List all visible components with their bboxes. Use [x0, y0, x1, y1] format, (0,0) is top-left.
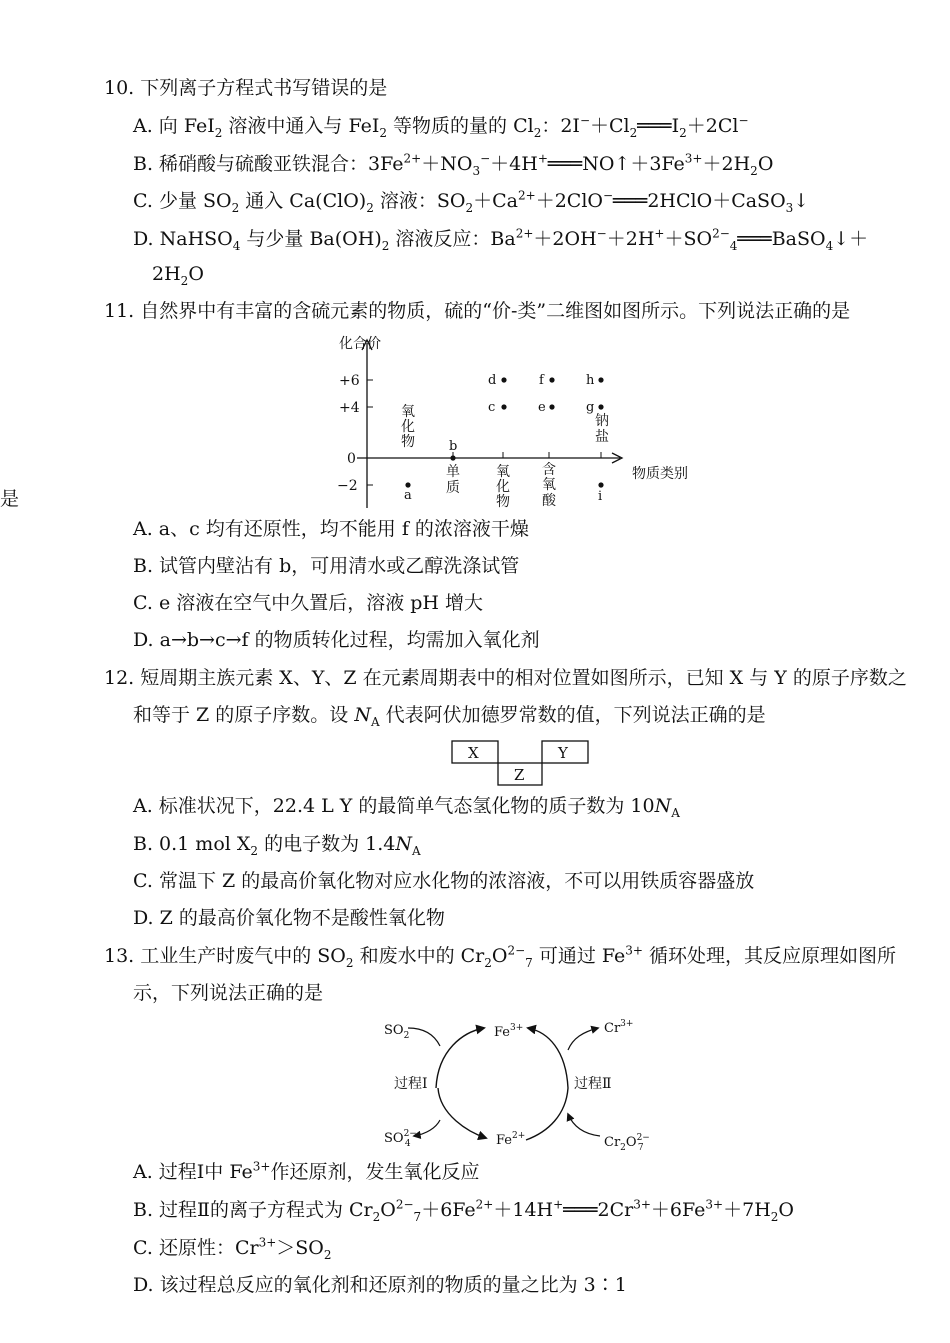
process1-upper-arc: [436, 1028, 484, 1088]
svg-text:钠: 钠: [595, 413, 609, 429]
svg-text:酸: 酸: [542, 493, 556, 509]
point-e: [538, 400, 555, 415]
q13-option-a[interactable]: A. 过程Ⅰ中 $Fe^{3+}$作还原剂，发生氧化反应: [133, 1159, 480, 1183]
q12-option-c[interactable]: C. 常温下 Z 的最高价氧化物对应水化物的浓溶液，不可以用铁质容器盛放: [133, 870, 755, 892]
svg-text:i: i: [598, 489, 603, 504]
svg-text:b: b: [449, 439, 458, 454]
q11-option-c[interactable]: C. e 溶液在空气中久置后，溶液 pH 增大: [133, 592, 484, 614]
q12-option-b[interactable]: B. 0.1 mol $X_2$ 的电子数为 $1.4N_A$: [133, 833, 421, 858]
label-process2: 过程Ⅱ: [574, 1076, 612, 1092]
fe-cycle-diagram: [378, 1010, 668, 1160]
q10-option-b[interactable]: B. 稀硝酸与硫酸亚铁混合：$3Fe^{2+}+NO_3^-+4H^+═══NO↑+3Fe^{3+}+2H_2O$: [133, 151, 774, 178]
q12-option-a[interactable]: A. 标准状况下，22.4 L Y 的最简单气态氢化物的质子数为 $10N_A$: [133, 795, 680, 820]
q13-stem-line1: 13. 工业生产时废气中的 $SO_2$ 和废水中的 $Cr_2O^{2-}_7$ 可通过 $Fe^{3+}$ 循环处理，其反应原理如图所: [104, 943, 897, 970]
point-i: [598, 482, 604, 504]
q11-stem: 11. 自然界中有丰富的含硫元素的物质，硫的“价-类”二维图如图所示。下列说法正确的是: [104, 300, 851, 322]
svg-text:物: 物: [401, 434, 415, 450]
q10-option-d[interactable]: D. NaHSO$_4$ 与少量 $Ba(OH)_2$ 溶液反应：$Ba^{2+}+2OH^-+2H^++SO^{2-}_4═══BaSO_4↓+$: [133, 226, 869, 253]
point-f: [539, 373, 555, 388]
q13-option-d[interactable]: D. 该过程总反应的氧化剂和还原剂的物质的量之比为 3∶1: [133, 1274, 627, 1296]
point-d: [488, 373, 507, 388]
label-so4: $SO^{2-}$ 4: [384, 1129, 417, 1149]
svg-text:c: c: [488, 400, 496, 415]
q10-option-a[interactable]: A. 向 FeI$_2$ 溶液中通入与 FeI$_2$ 等物质的量的 $Cl_2$：$2I^-+Cl_2═══I_2+2Cl^-$: [133, 113, 749, 140]
svg-text:f: f: [539, 373, 544, 388]
q11-option-d[interactable]: D. a→b→c→f 的物质转化过程，均需加入氧化剂: [133, 629, 540, 651]
q13-stem-line2: 示，下列说法正确的是: [133, 982, 324, 1004]
svg-text:盐: 盐: [595, 429, 609, 445]
q12-option-d[interactable]: D. Z 的最高价氧化物不是酸性氧化物: [133, 907, 445, 929]
x-axis-label: 物质类别: [632, 466, 688, 482]
label-fe3: $Fe^{3+}$: [494, 1023, 524, 1040]
svg-text:氧: 氧: [496, 464, 510, 480]
process2-lower-arc: [526, 1088, 568, 1140]
q13-option-b[interactable]: B. 过程Ⅱ的离子方程式为 $Cr_2O^{2-}_7+6Fe^{2+}+14H^+═══2Cr^{3+}+6Fe^{3+}+7H_2O$: [133, 1197, 794, 1224]
svg-text:e: e: [538, 400, 546, 415]
q11-option-a[interactable]: A. a、c 均有还原性，均不能用 f 的浓溶液干燥: [133, 518, 529, 540]
cell-y: Y: [558, 744, 568, 762]
label-so2: $SO_2$: [384, 1023, 410, 1041]
y-tick-plus6: +6: [339, 373, 360, 389]
cut-off-edge-char: 是: [0, 488, 20, 510]
q10-stem: 10. 下列离子方程式书写错误的是: [104, 77, 388, 99]
point-c: [488, 400, 507, 415]
q12-stem-line1: 12. 短周期主族元素 X、Y、Z 在元素周期表中的相对位置如图所示，已知 X 与 Y 的原子序数之: [104, 667, 907, 689]
point-a: [404, 482, 412, 503]
category-oxide-hydride: [401, 404, 415, 450]
svg-text:a: a: [404, 488, 412, 503]
svg-text:氧: 氧: [401, 404, 415, 420]
category-oxide: [496, 464, 510, 510]
label-fe2: $Fe^{2+}$: [496, 1131, 526, 1148]
svg-text:含: 含: [542, 462, 556, 478]
cr2o7-arrow: [568, 1114, 600, 1136]
svg-text:单: 单: [446, 464, 460, 480]
svg-text:d: d: [488, 373, 497, 388]
svg-text:质: 质: [446, 480, 460, 496]
q13-option-c[interactable]: C. 还原性：$Cr^{3+}>SO_2$: [133, 1235, 332, 1262]
label-cr2o7: $Cr_2O^{2-}$ 7: [604, 1133, 650, 1153]
svg-text:化: 化: [401, 419, 415, 435]
category-oxyacid: [542, 462, 557, 509]
q10-option-c[interactable]: C. 少量 $SO_2$ 通入 $Ca(ClO)_2$ 溶液：$SO_2+Ca^{2+}+2ClO^-═══2HClO+CaSO_3↓$: [133, 188, 810, 215]
y-tick-plus4: +4: [339, 400, 360, 416]
y-tick-zero: 0: [347, 451, 356, 467]
process1-lower-arc: [438, 1088, 486, 1138]
so4-arrow: [414, 1120, 440, 1136]
label-cr3: $Cr^{3+}$: [604, 1019, 634, 1036]
q12-stem-line2: 和等于 Z 的原子序数。设 $N_A$ 代表阿伏加德罗常数的值，下列说法正确的是: [133, 704, 766, 729]
process2-upper-arc: [528, 1028, 568, 1088]
category-sodium-salt: [595, 412, 609, 445]
cell-z: Z: [514, 766, 525, 784]
y-axis-label: 化合价: [339, 336, 381, 352]
valence-class-chart: [325, 328, 705, 516]
svg-text:g: g: [586, 400, 595, 415]
svg-text:氧: 氧: [542, 477, 556, 493]
cell-x: X: [468, 744, 479, 762]
cr3-arrow: [568, 1028, 598, 1050]
svg-text:物: 物: [496, 494, 510, 510]
so2-arrow: [408, 1028, 440, 1046]
y-tick-minus2: −2: [337, 478, 358, 494]
q11-option-b[interactable]: B. 试管内壁沾有 b，可用清水或乙醇洗涤试管: [133, 555, 520, 577]
category-element: [446, 464, 460, 496]
periodic-position-table: [448, 738, 590, 788]
svg-text:h: h: [586, 373, 595, 388]
point-h: [586, 373, 604, 388]
svg-text:化: 化: [496, 479, 510, 495]
label-process1: 过程Ⅰ: [394, 1076, 428, 1092]
q10-option-d-cont: $2H_2O$: [152, 263, 204, 288]
